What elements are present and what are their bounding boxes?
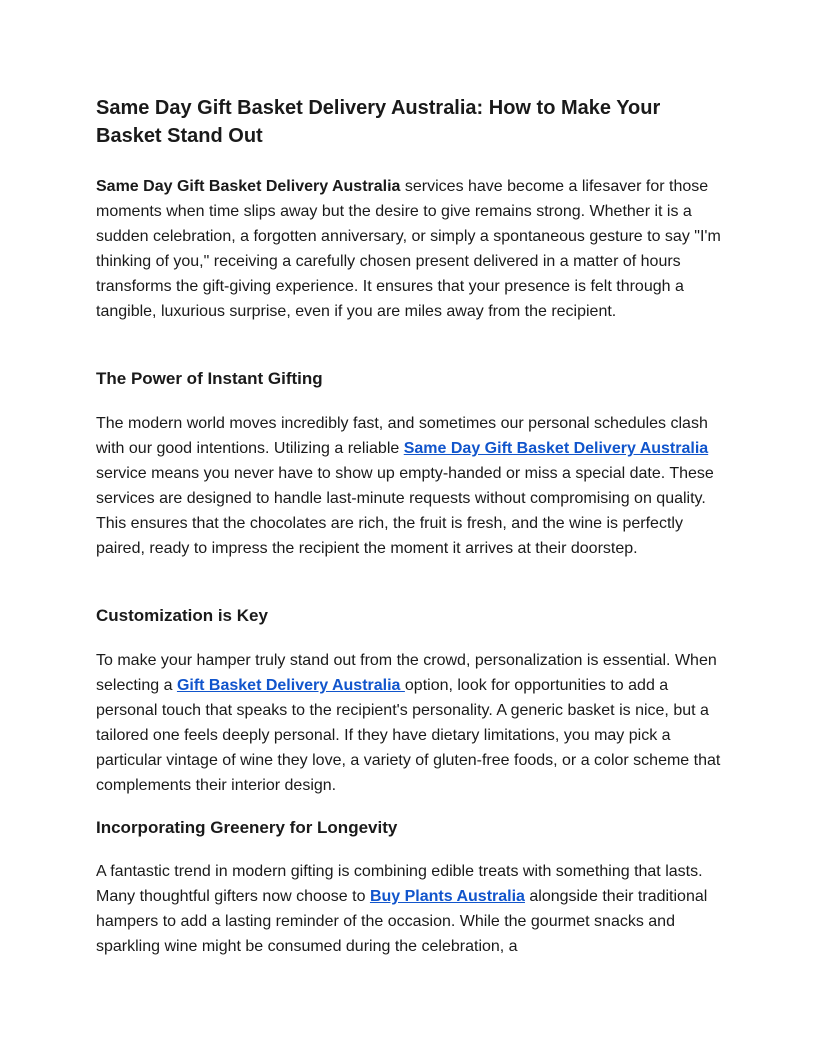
section-paragraph-instant-gifting (96, 411, 724, 561)
link-same-day-gift-basket[interactable]: Same Day Gift Basket Delivery Australia (403, 440, 709, 457)
section-paragraph-customization (96, 648, 724, 798)
section-text: alongside their traditional hampers to add a lasting reminder of the occasion. While the gourmet snacks and sparkling wine might be consumed during the celebration, a (96, 888, 708, 955)
section-heading-instant-gifting: The Power of Instant Gifting (96, 369, 323, 388)
intro-paragraph (96, 174, 724, 324)
section-heading-greenery: Incorporating Greenery for Longevity (96, 818, 398, 837)
section-text: To make your hamper truly stand out from the crowd, personalization is essential. When selecting a (96, 652, 717, 694)
section-text: service means you never have to show up empty-handed or miss a special date. These services are designed to handle last-minute requests without compromising on quality. This ensures that the chocolates are rich, the fruit is fresh, and the wine is perfectly paired, ready to impress the recipient the moment it arrives at their doorstep. (96, 465, 714, 557)
section-text: A fantastic trend in modern gifting is combining edible treats with something that lasts. Many thoughtful gifters now choose to (96, 863, 703, 905)
link-buy-plants[interactable]: Buy Plants Australia (369, 888, 525, 905)
intro-text: services have become a lifesaver for those moments when time slips away but the desire to give remains strong. Whether it is a sudden celebration, a forgotten anniversary, or simply a spontaneous gesture to say "I'm thinking of you," receiving a carefully chosen present delivered in a matter of hours transforms the gift-giving experience. It ensures that your presence is felt through a tangible, luxurious surprise, even if you are miles away from the recipient. (96, 178, 721, 320)
intro-lead: Same Day Gift Basket Delivery Australia (96, 178, 401, 195)
section-text: option, look for opportunities to add a personal touch that speaks to the recipient's personality. A generic basket is nice, but a tailored one feels deeply personal. If they have dietary limitations, you may pick a particular vintage of wine they love, a variety of gluten-free foods, or a color scheme that complements their interior design. (96, 677, 721, 794)
section-paragraph-greenery (96, 859, 724, 959)
page-title: Same Day Gift Basket Delivery Australia: How to Make Your Basket Stand Out (96, 97, 661, 147)
section-heading-customization: Customization is Key (96, 606, 268, 625)
link-gift-basket-delivery[interactable]: Gift Basket Delivery Australia (176, 677, 405, 694)
section-text: The modern world moves incredibly fast, and sometimes our personal schedules clash with our good intentions. Utilizing a reliable (96, 415, 708, 457)
